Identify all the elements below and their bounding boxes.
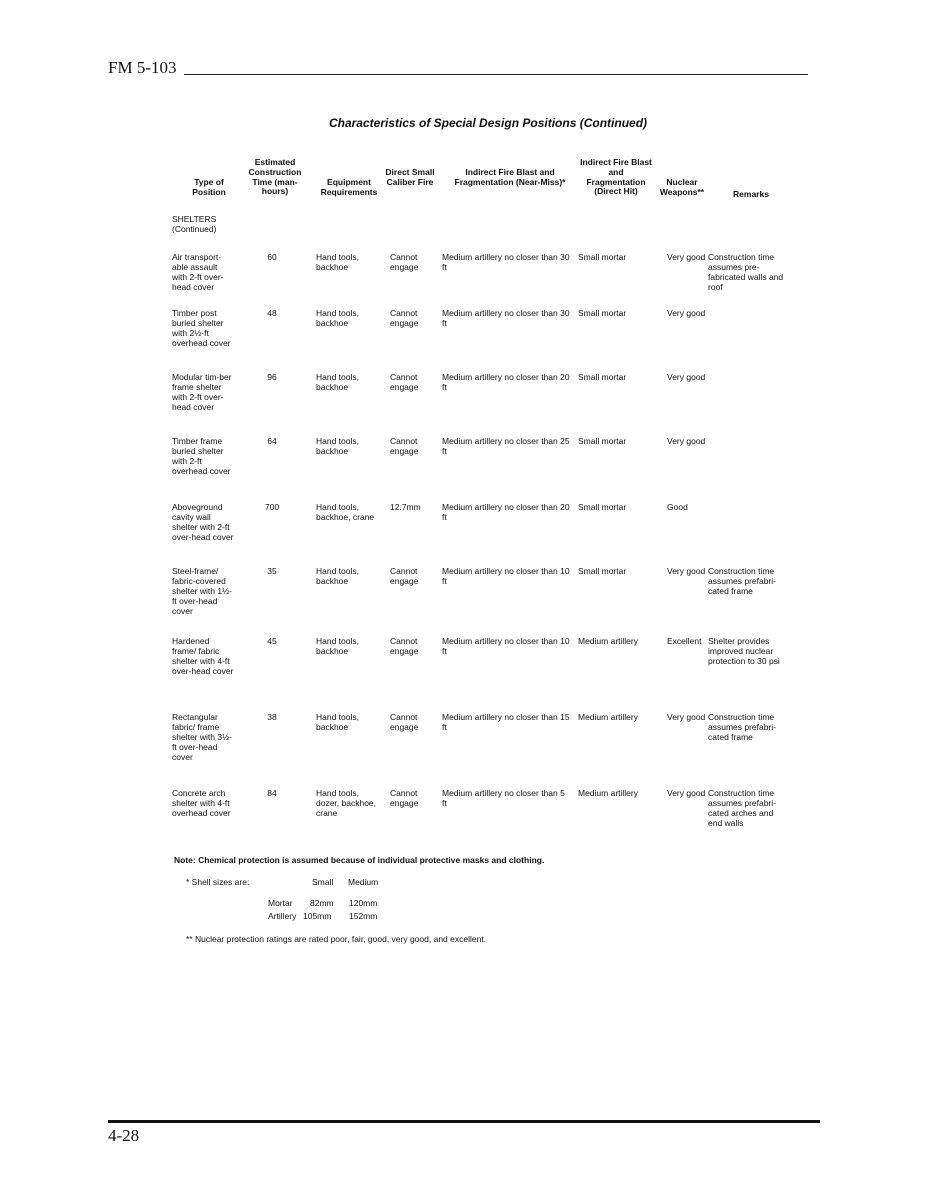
cell-direct-hit: Small mortar xyxy=(578,566,627,576)
cell-direct-fire: Cannot engage xyxy=(390,566,419,587)
cell-direct-hit: Medium artillery xyxy=(578,636,638,646)
cell-equipment: Hand tools, backhoe xyxy=(316,372,359,393)
cell-type: Timber post buried shelter with 2½-ft overhead cover xyxy=(172,308,231,349)
col-header-time: Estimated Construction Time (man-hours) xyxy=(248,157,302,197)
cell-nuclear: Very good xyxy=(667,252,706,262)
cell-remarks: Shelter provides improved nuclear protection to 30 psi xyxy=(708,636,780,667)
cell-type: Modular tim-ber frame shelter with 2-ft over-head cover xyxy=(172,372,232,413)
cell-nuclear: Very good xyxy=(667,788,706,798)
cell-direct-fire: Cannot engage xyxy=(390,372,419,393)
cell-time: 35 xyxy=(267,566,277,576)
cell-near-miss: Medium artillery no closer than 25 ft xyxy=(442,436,570,457)
page-number: 4-28 xyxy=(108,1126,140,1145)
cell-type: Timber frame buried shelter with 2-ft overhead cover xyxy=(172,436,231,477)
cell-direct-fire: Cannot engage xyxy=(390,308,419,329)
cell-time: 48 xyxy=(267,308,277,318)
cell-equipment: Hand tools, backhoe xyxy=(316,636,359,657)
cell-direct-hit: Small mortar xyxy=(578,372,627,382)
cell-type: Concrete arch shelter with 4-ft overhead cover xyxy=(172,788,231,819)
col-header-direct-hit: Indirect Fire Blast and Fragmentation (Direct Hit) xyxy=(580,157,652,197)
cell-type: Steel-frame/ fabric-covered shelter with 1½-ft over-head cover xyxy=(172,566,232,617)
col-header-direct: Direct Small Caliber Fire xyxy=(385,167,435,187)
cell-direct-hit: Small mortar xyxy=(578,436,627,446)
cell-type: Aboveground cavity wall shelter with 2-ft over-head cover xyxy=(172,502,234,543)
cell-time: 84 xyxy=(267,788,277,798)
mortar-small: 82mm xyxy=(310,898,334,908)
cell-nuclear: Excellent xyxy=(667,636,702,646)
cell-direct-fire: Cannot engage xyxy=(390,788,419,809)
mortar-medium: 120mm xyxy=(349,898,378,908)
cell-direct-fire: Cannot engage xyxy=(390,252,419,273)
cell-direct-fire: Cannot engage xyxy=(390,436,419,457)
cell-time: 45 xyxy=(267,636,277,646)
cell-remarks: Construction time assumes prefabri-cated frame xyxy=(708,566,777,597)
cell-nuclear: Very good xyxy=(667,308,706,318)
cell-time: 38 xyxy=(267,712,277,722)
section-label: SHELTERS (Continued) xyxy=(172,214,217,235)
footer-rule xyxy=(108,1120,820,1123)
cell-direct-hit: Small mortar xyxy=(578,252,627,262)
cell-direct-fire: 12.7mm xyxy=(390,502,421,512)
cell-time: 64 xyxy=(267,436,277,446)
cell-near-miss: Medium artillery no closer than 5 ft xyxy=(442,788,565,809)
cell-direct-hit: Small mortar xyxy=(578,308,627,318)
cell-type: Air transport-able assault with 2-ft over-head cover xyxy=(172,252,224,293)
cell-direct-fire: Cannot engage xyxy=(390,712,419,733)
cell-near-miss: Medium artillery no closer than 15 ft xyxy=(442,712,570,733)
artillery-medium: 152mm xyxy=(349,911,378,921)
cell-time: 60 xyxy=(267,252,277,262)
cell-time: 96 xyxy=(267,372,277,382)
cell-nuclear: Good xyxy=(667,502,688,512)
cell-near-miss: Medium artillery no closer than 30 ft xyxy=(442,252,570,273)
cell-direct-hit: Small mortar xyxy=(578,502,627,512)
cell-type: Rectangular fabric/ frame shelter with 3½-ft over-head cover xyxy=(172,712,232,763)
col-header-type: Type of Position xyxy=(192,177,226,197)
cell-equipment: Hand tools, backhoe xyxy=(316,566,359,587)
mortar-label: Mortar xyxy=(268,898,293,908)
shell-header-medium: Medium xyxy=(348,877,379,887)
shell-header-small: Small xyxy=(312,877,334,887)
cell-equipment: Hand tools, backhoe xyxy=(316,712,359,733)
cell-remarks: Construction time assumes prefabri-cated frame xyxy=(708,712,777,743)
shell-intro: * Shell sizes are: xyxy=(186,877,250,887)
table-title: Characteristics of Special Design Positions (Continued) xyxy=(328,116,648,130)
col-header-remarks: Remarks xyxy=(733,189,769,199)
cell-near-miss: Medium artillery no closer than 20 ft xyxy=(442,502,570,523)
header-rule xyxy=(184,74,808,75)
document-id: FM 5-103 xyxy=(108,58,177,77)
cell-equipment: Hand tools, backhoe, crane xyxy=(316,502,375,523)
cell-near-miss: Medium artillery no closer than 10 ft xyxy=(442,566,570,587)
cell-direct-hit: Medium artillery xyxy=(578,788,638,798)
cell-type: Hardened frame/ fabric shelter with 4-ft over-head cover xyxy=(172,636,234,677)
cell-near-miss: Medium artillery no closer than 30 ft xyxy=(442,308,570,329)
cell-direct-fire: Cannot engage xyxy=(390,636,419,657)
cell-direct-hit: Medium artillery xyxy=(578,712,638,722)
cell-remarks: Construction time assumes pre-fabricated walls and roof xyxy=(708,252,784,293)
cell-equipment: Hand tools, backhoe xyxy=(316,436,359,457)
col-header-near-miss: Indirect Fire Blast and Fragmentation (Near-Miss)* xyxy=(454,167,566,187)
col-header-nuclear: Nuclear Weapons** xyxy=(659,177,705,197)
chemical-note: Note: Chemical protection is assumed because of individual protective masks and clothing. xyxy=(174,855,545,865)
cell-equipment: Hand tools, backhoe xyxy=(316,308,359,329)
cell-nuclear: Very good xyxy=(667,372,706,382)
cell-equipment: Hand tools, backhoe xyxy=(316,252,359,273)
cell-nuclear: Very good xyxy=(667,436,706,446)
cell-nuclear: Very good xyxy=(667,712,706,722)
cell-time: 700 xyxy=(264,502,280,512)
nuclear-note: ** Nuclear protection ratings are rated poor, fair, good, very good, and excellent. xyxy=(186,934,487,944)
cell-nuclear: Very good xyxy=(667,566,706,576)
cell-near-miss: Medium artillery no closer than 20 ft xyxy=(442,372,570,393)
cell-remarks: Construction time assumes prefabri-cated arches and end walls xyxy=(708,788,777,829)
col-header-equipment: Equipment Requirements xyxy=(320,177,378,197)
cell-near-miss: Medium artillery no closer than 10 ft xyxy=(442,636,570,657)
artillery-label: Artillery xyxy=(268,911,297,921)
artillery-small: 105mm xyxy=(303,911,332,921)
cell-equipment: Hand tools, dozer, backhoe, crane xyxy=(316,788,377,819)
